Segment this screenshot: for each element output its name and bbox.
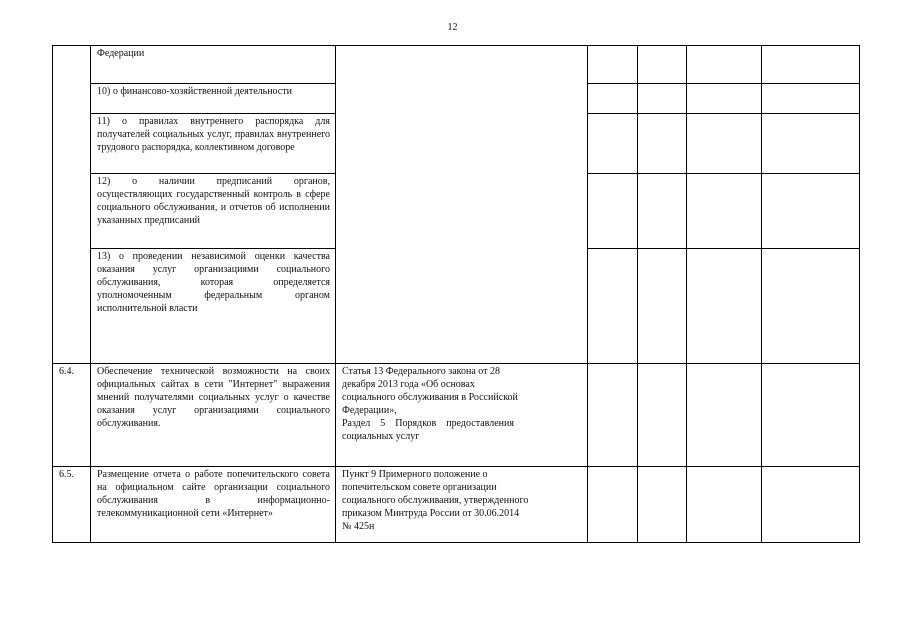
empty-cell [638, 174, 687, 249]
row-description: Обеспечение технической возможности на своих официальных сайтах в сети "Интернет" выражения мнений получателями социальных услуг о качестве оказания услуг организациями социального обслуживания. [91, 364, 336, 467]
empty-cell [638, 467, 687, 543]
empty-cell [762, 364, 860, 467]
basis-line: Раздел 5 Порядков предоставления [342, 418, 514, 429]
basis-line: социальных услуг [342, 431, 420, 442]
basis-line: Пункт 9 Примерного положение о [342, 469, 488, 480]
empty-cell [762, 114, 860, 174]
basis-line: приказом Минтруда России от 30.06.2014 [342, 508, 520, 519]
basis-line: № 425н [342, 521, 375, 532]
empty-cell [638, 364, 687, 467]
basis-line: попечительском совете организации [342, 482, 497, 493]
continuation-item: 13) о проведении независимой оценки качества оказания услуг организациями социального обслуживания, которая определяется уполномоченным федеральным органом исполнительной власти [91, 249, 336, 364]
empty-cell [588, 114, 638, 174]
empty-cell [638, 114, 687, 174]
basis-line: декабря 2013 года «Об основах [342, 379, 475, 390]
row-basis [336, 364, 588, 467]
basis-cell [336, 46, 588, 364]
row-basis [336, 467, 588, 543]
continuation-item: 11) о правилах внутреннего распорядка для получателей социальных услуг, правилах внутреннего трудового распорядка, коллективном договоре [91, 114, 336, 174]
empty-cell [687, 174, 762, 249]
basis-line: социального обслуживания в Российской [342, 392, 518, 403]
number-cell [53, 46, 91, 364]
page-number: 12 [447, 22, 458, 33]
empty-cell [588, 46, 638, 84]
empty-cell [588, 364, 638, 467]
basis-line: социального обслуживания, утвержденного [342, 495, 529, 506]
empty-cell [687, 364, 762, 467]
table-row [53, 364, 860, 467]
basis-line: Федерации», [342, 405, 397, 416]
row-description: Размещение отчета о работе попечительского совета на официальном сайте организации социального обслуживания в информационно-телекоммуникационной сети «Интернет» [91, 467, 336, 543]
empty-cell [687, 46, 762, 84]
empty-cell [638, 84, 687, 114]
empty-cell [588, 249, 638, 364]
empty-cell [638, 249, 687, 364]
table-row [53, 467, 860, 543]
empty-cell [687, 84, 762, 114]
empty-cell [762, 174, 860, 249]
row-number: 6.5. [53, 467, 91, 543]
empty-cell [588, 467, 638, 543]
empty-cell [687, 114, 762, 174]
empty-cell [638, 46, 687, 84]
continuation-item: Федерации [91, 46, 336, 84]
table-row [53, 46, 860, 84]
empty-cell [687, 467, 762, 543]
empty-cell [762, 249, 860, 364]
empty-cell [588, 84, 638, 114]
requirements-table [52, 45, 860, 543]
basis-line: Статья 13 Федерального закона от 28 [342, 366, 501, 377]
empty-cell [687, 249, 762, 364]
continuation-item: 10) о финансово-хозяйственной деятельности [91, 84, 336, 114]
row-number: 6.4. [53, 364, 91, 467]
empty-cell [762, 84, 860, 114]
empty-cell [588, 174, 638, 249]
empty-cell [762, 467, 860, 543]
empty-cell [762, 46, 860, 84]
continuation-item: 12) о наличии предписаний органов, осуществляющих государственный контроль в сфере социального обслуживания, и отчетов об исполнении указанных предписаний [91, 174, 336, 249]
